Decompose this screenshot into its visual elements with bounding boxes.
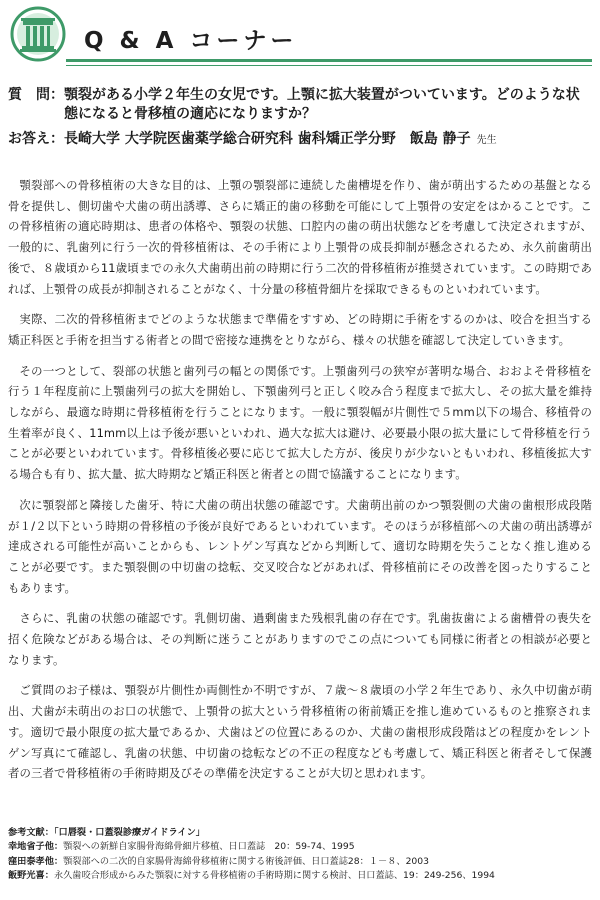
- title-rule-thin: [66, 65, 592, 66]
- references: [8, 826, 592, 884]
- reference-item: [8, 855, 592, 869]
- answerer-honorific: 先生: [476, 135, 497, 146]
- reference-item: [8, 840, 592, 854]
- answer-body: [8, 175, 592, 794]
- body-paragraph: さらに、乳歯の状態の確認です。乳側切歯、過剰歯また残根乳歯の存在です。乳歯抜歯による歯槽骨の喪失を招く危険などがある場合は、その判断に迷うことがありますのでこの点についても同様に術者との相談が必要となります。: [8, 611, 592, 667]
- reference-author: 窪田泰孝他：: [8, 855, 64, 867]
- body-paragraph: 次に顎裂部と隣接した歯牙、特に犬歯の萌出状態の確認です。犬歯萌出前のかつ顎裂側の犬歯の歯根形成段階が１/２以下という時期の骨移植の予後が良好であるといわれています。そのほうが移植部への犬歯の萌出誘導が達成される可能性が高いことからも、レントゲン写真などから判断して、適切な時期を失うことなく推し進めることが必要です。また顎裂側の中切歯の捻転、交叉咬合などがあれば、骨移植前にその改善を図ったりすることもあります。: [8, 497, 592, 595]
- body-paragraph: その一つとして、裂部の状態と歯列弓の幅との関係です。上顎歯列弓の狭窄が著明な場合、おおよそ骨移植を行う１年程度前に上顎歯列弓の拡大を開始し、下顎歯列弓と正しく咬み合う程度まで拡大し、その拡大量を維持しながら、最適な時期に骨移植術を行うことになります。一般に顎裂幅が片側性で５mm以下の場合、移植骨の生着率が良く、11mm以上は予後が悪いといわれ、過大な拡大は避け、必要最小限の拡大量にして骨移植を行うことが必要といわれています。骨移植後必要に応じて拡大した方が、後戻りが少ないともいわれ、移植後拡大する場合も有り、拡大量、拡大時期など矯正科医と術者との間で協議することになります。: [8, 363, 592, 482]
- column-emblem-icon: [10, 6, 66, 62]
- question-block: [8, 86, 592, 124]
- reference-author: 飯野光喜：: [8, 870, 54, 882]
- reference-text: 永久歯咬合形成からみた顎裂に対する骨移植術の手術時期に関する検討、日口蓋誌、19：249-256、1994: [53, 870, 495, 882]
- question-label: 質 問：: [8, 87, 64, 103]
- body-paragraph: 顎裂部への骨移植術の大きな目的は、上顎の顎裂部に連続した歯槽堤を作り、歯が萌出するための基盤となる骨を提供し、側切歯や犬歯の萌出誘導、さらに矯正的歯の移動を可能にして上顎骨の安定をはかることです。この骨移植術の適応時期は、患者の体格や、顎裂の状態、口腔内の歯の萌出状態などを考慮して決定されますが、一般的に、乳歯列に行う一次的骨移植術は、その手術により上顎骨の成長抑制が懸念されるため、永久前歯萌出後で、８歳頃から11歳頃までの永久犬歯萌出前の時期に行う二次的骨移植術が推奨されています。この時期であれば、上顎骨の成長が抑制されることがなく、十分量の移植骨細片を採取できるものといわれています。: [8, 178, 592, 296]
- corner-header: [8, 6, 592, 70]
- answerer-affiliation: 長崎大学 大学院医歯薬学総合研究科 歯科矯正学分野 飯島 静子: [64, 131, 471, 147]
- reference-text: 顎裂への新鮮自家腸骨海綿骨細片移植、日口蓋誌 20：59-74、1995: [63, 841, 355, 853]
- reference-text: 顎裂部への二次的自家腸骨海綿骨移植術に関する術後評価、日口蓋誌28：１－８、2003: [63, 855, 429, 867]
- answer-label: お答え：: [8, 131, 64, 147]
- body-paragraph: 実際、二次的骨移植術までどのような状態まで準備をすすめ、どの時期に手術をするのかは、咬合を担当する矯正科医と手術を担当する術者との間で密接な連携をとりながら、様々の状態を確認して決定していきます。: [8, 312, 592, 347]
- question-text: 顎裂がある小学２年生の女児です。上顎に拡大装置がついています。どのような状態になると骨移植の適応になりますか？: [64, 87, 580, 122]
- references-heading: 参考文献：「口唇裂・口蓋裂診療ガイドライン」: [8, 827, 205, 838]
- title-rule-thick: [66, 59, 592, 62]
- reference-author: 幸地省子他：: [8, 841, 64, 853]
- reference-item: [8, 869, 592, 883]
- answer-block: [8, 130, 592, 150]
- body-paragraph: ご質問のお子様は、顎裂が片側性か両側性か不明ですが、７歳～８歳頃の小学２年生であり、永久中切歯が萌出、犬歯が未萌出のお口の状態で、上顎骨の拡大という骨移植術の術前矯正を推し進めているものと推察されます。適切で最小限度の拡大量であるか、犬歯はどの位置にあるのか、犬歯の歯根形成段階はどの程度かをレントゲン写真にて確認し、乳歯の状態、中切歯の捻転などの不正の程度なども考慮して、矯正科医と術者そして保護者の三者で骨移植術の手術時期及びその準備を決定することが大切と思われます。: [8, 683, 592, 781]
- page-title: Q & A コーナー: [84, 28, 298, 54]
